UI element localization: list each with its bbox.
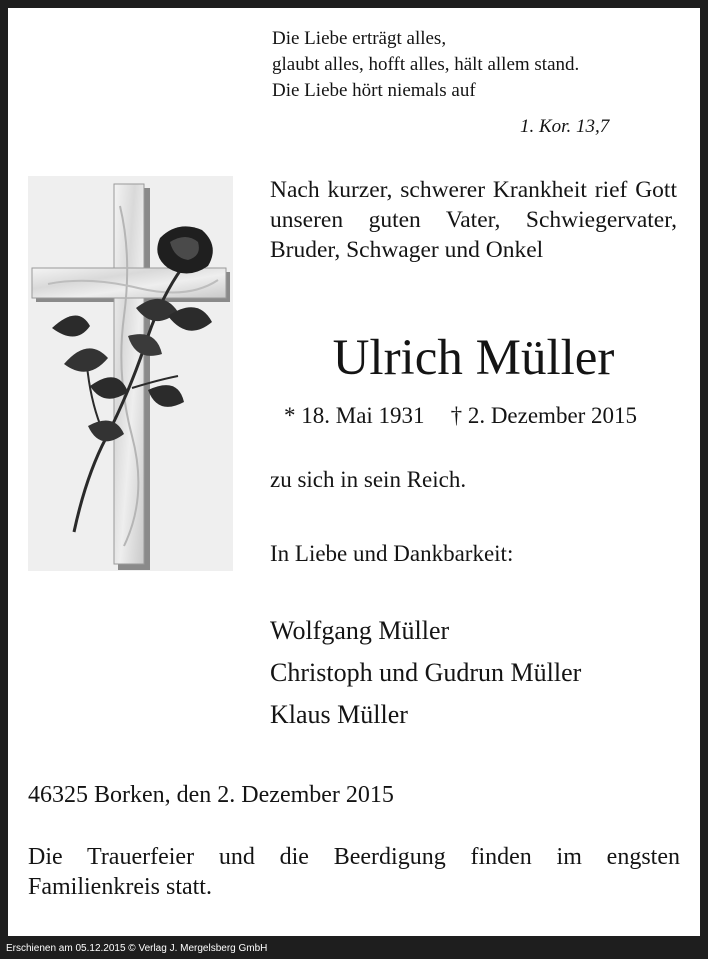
mourner-name: Christoph und Gudrun Müller	[270, 658, 582, 687]
verse-line: Die Liebe hört niemals auf	[272, 80, 476, 101]
funeral-note: Die Trauerfeier und die Beerdigung finden im engsten Familienkreis statt.	[28, 844, 680, 900]
life-dates	[284, 403, 637, 429]
verse-line: glaubt alles, hofft alles, hält allem stand.	[272, 54, 580, 75]
mourners-list	[270, 610, 581, 736]
birth-date: * 18. Mai 1931	[284, 403, 425, 428]
place-date: 46325 Borken, den 2. Dezember 2015	[28, 782, 394, 808]
bible-verse	[272, 26, 579, 104]
death-date: † 2. Dezember 2015	[450, 403, 638, 428]
publication-footer: Erschienen am 05.12.2015 © Verlag J. Mergelsberg GmbH	[6, 943, 268, 954]
cross-with-rose-icon	[28, 176, 233, 571]
closing-text: zu sich in sein Reich.	[270, 467, 467, 492]
verse-reference: 1. Kor. 13,7	[520, 116, 610, 137]
verse-line: Die Liebe erträgt alles,	[272, 28, 447, 49]
mourner-name: Wolfgang Müller	[270, 616, 450, 645]
deceased-name: Ulrich Müller	[332, 330, 615, 386]
obituary-notice	[8, 8, 700, 936]
announcement-intro: Nach kurzer, schwerer Krankheit rief Gott unseren guten Vater, Schwiegervater, Bruder, Schwager und Onkel	[270, 177, 677, 263]
gratitude-text: In Liebe und Dankbarkeit:	[270, 541, 514, 566]
mourner-name: Klaus Müller	[270, 700, 408, 729]
